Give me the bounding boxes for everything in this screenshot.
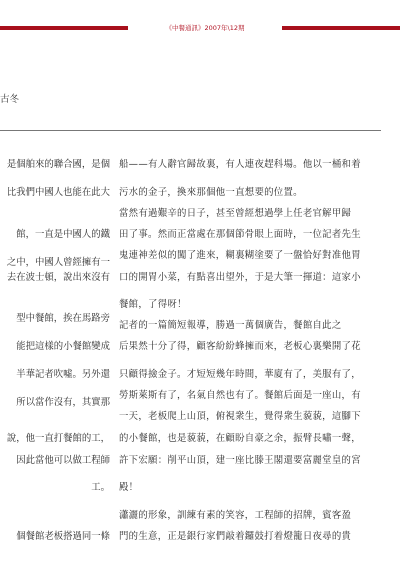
- right-column-line: 勞斯萊斯有了，名氣自然也有了。餐館后面是一座山，有: [119, 390, 361, 401]
- left-column-line: 因此當他可以做工程師: [16, 455, 110, 466]
- left-column-line: 型中餐館，挨在馬路旁: [16, 313, 110, 324]
- left-column-line: 是個舶來的聯合國，是個: [6, 159, 110, 170]
- divider-line: [0, 130, 381, 131]
- left-column-line: 半華記者吹噓。另外還: [16, 369, 110, 380]
- right-column-line: 當然有過艱辛的日子，甚至曾經想過學上任老官解甲歸: [119, 208, 352, 219]
- right-column-line: 殿！: [119, 482, 139, 493]
- left-column-line: 所以當作沒有，其實那: [16, 397, 110, 408]
- right-column-line: 許下宏願：削平山頂，建一座比滕王閣還要富麗堂皇的宮: [119, 455, 361, 466]
- right-column-line: 田了事。然而正當處在那個節骨眼上面時，一位記者先生: [119, 229, 361, 240]
- author-name: 古冬: [0, 94, 20, 105]
- left-column-line: 館，一直是中國人的鐵: [16, 229, 110, 240]
- right-column-line: 門的生意，正是銀行家們敲着鑼鼓打着燈籠日夜尋的貴: [119, 531, 352, 542]
- right-column-line: 口的開胃小菜，有點喜出望外，于是大筆一揮道：這家小: [119, 272, 361, 283]
- page-header: [0, 22, 400, 34]
- right-column-line: 的小餐館，也是藐藐，在顧盼自豪之余，振臂長嘯一聲，: [119, 433, 361, 444]
- left-column-line: 說，他一直打餐館的工，: [6, 433, 110, 444]
- right-column-line: 瀟灑的形象，訓練有素的笑容，工程師的招牌，賓客盈: [119, 510, 352, 521]
- right-column-line: 記者的一篇簡短報導，勝過一萬個廣告，餐館自此之: [119, 320, 342, 331]
- left-column-line: 之中，中國人曾經擁有一: [6, 257, 110, 268]
- right-column-line: 污水的金子，換來那個他一直想要的位置。: [119, 187, 303, 198]
- header-title: 《中餐通訊》2007年\12期: [165, 24, 245, 32]
- left-column-line: 工。: [91, 482, 110, 493]
- header-bar-left: [0, 26, 128, 30]
- right-column-line: 后果然十分了得，顧客紛紛蜂擁而來，老板心裏樂開了花: [119, 341, 361, 352]
- header-bar-right: [282, 26, 400, 30]
- right-column-line: 只顧得撿金子。才短短幾年時間，華廈有了，美服有了，: [119, 369, 361, 380]
- right-column-line: 餐館，了得呀！: [119, 299, 187, 310]
- right-column-line: 船——有人辭官歸故裏，有人連夜趕科場。他以一桶和着: [119, 159, 361, 170]
- left-column-line: 能把這樣的小餐館變成: [16, 341, 110, 352]
- left-column-line: 比我們中國人也能在此大: [6, 187, 110, 198]
- left-column-line: 去在波士頓，說出來沒有: [6, 272, 110, 283]
- right-column-line: 一天，老板爬上山頂，俯視衆生，覺得衆生藐藐，這腳下: [119, 411, 361, 422]
- left-column-line: 個餐館老板搭過同一條: [16, 531, 110, 542]
- right-column-line: 鬼連神差似的闖了進來，糊裏糊塗要了一盤恰好對准他胃: [119, 250, 361, 261]
